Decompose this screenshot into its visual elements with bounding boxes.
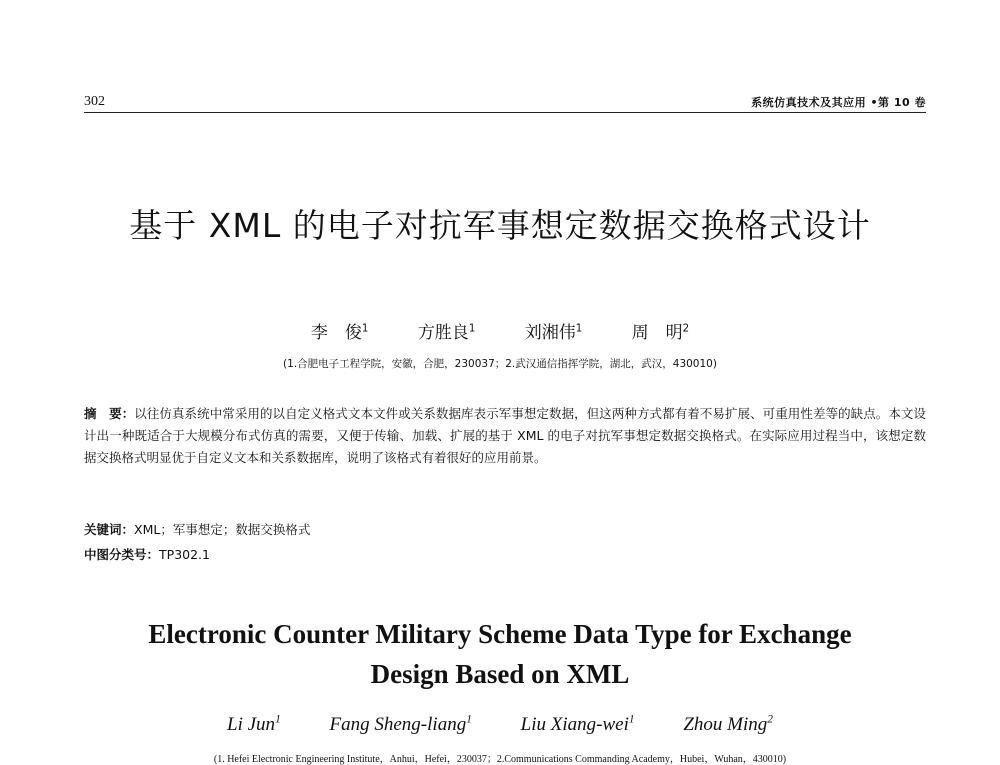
author-en-3 <box>521 714 635 736</box>
english-title-line-2: Design Based on XML <box>370 659 630 689</box>
author-cn-1 <box>311 318 368 343</box>
author-affiliation-mark: 2 <box>682 323 690 335</box>
author-affiliation-mark: 1 <box>275 713 281 726</box>
author-cn-2 <box>418 318 475 343</box>
author-cn-4 <box>632 318 689 343</box>
chinese-keywords <box>84 520 926 538</box>
keywords-text: XML；军事想定；数据交换格式 <box>134 522 311 537</box>
author-name: 刘湘伟 <box>524 323 576 343</box>
author-affiliation-mark: 1 <box>468 323 476 335</box>
author-name: Zhou Ming <box>683 714 768 735</box>
author-en-4 <box>683 714 773 736</box>
author-name: Li Jun <box>227 714 276 735</box>
english-title-line-1: Electronic Counter Military Scheme Data Type for Exchange <box>148 619 852 649</box>
chinese-affiliation: (1.合肥电子工程学院，安徽，合肥，230037；2.武汉通信指挥学院，湖北，武汉，430010) <box>283 358 717 370</box>
abstract-label: 摘 要： <box>84 406 135 421</box>
running-header <box>84 92 926 113</box>
author-affiliation-mark: 2 <box>767 713 773 726</box>
author-name: 周 明 <box>631 323 683 343</box>
chinese-title: 基于 XML 的电子对抗军事想定数据交换格式设计 <box>129 206 871 245</box>
keywords-label: 关键词： <box>84 522 135 537</box>
classification-text: TP302.1 <box>159 547 210 562</box>
author-name: Liu Xiang-wei <box>520 714 629 735</box>
author-affiliation-mark: 1 <box>466 713 472 726</box>
english-affiliation: (1. Hefei Electronic Engineering Institute，Anhui，Hefei，230037；2.Communications Commanding Academy，Hubei，Wuhan，430010) <box>213 754 787 765</box>
author-en-2 <box>330 714 472 736</box>
author-name: Fang Sheng-liang <box>329 714 467 735</box>
author-cn-3 <box>525 318 582 343</box>
classification-number <box>84 545 926 563</box>
author-name: 方胜良 <box>417 323 469 343</box>
author-affiliation-mark: 1 <box>361 323 369 335</box>
author-affiliation-mark: 1 <box>628 713 635 726</box>
page-number: 302 <box>84 94 105 109</box>
english-title <box>0 614 1000 694</box>
author-name: 李 俊 <box>310 323 362 343</box>
chinese-author-list <box>0 318 1000 343</box>
journal-name: 系统仿真技术及其应用 •第 10 卷 <box>751 96 926 109</box>
author-affiliation-mark: 1 <box>575 323 583 335</box>
chinese-abstract <box>84 403 926 469</box>
classification-label: 中图分类号： <box>84 547 160 562</box>
author-en-1 <box>227 714 281 736</box>
abstract-text: 以往仿真系统中常采用的以自定义格式文本文件或关系数据库表示军事想定数据，但这两种方式都有着不易扩展、可重用性差等的缺点。本文设计出一种既适合于大规模分布式仿真的需要，又便于传输、加载、扩展的基于 XML 的电子对抗军事想定数据交换格式。在实际应用过程当中，该想定数据交换格式明显优于自定义文本和关系数据库，说明了该格式有着很好的应用前景。 <box>84 406 926 465</box>
english-author-list <box>0 714 1000 736</box>
